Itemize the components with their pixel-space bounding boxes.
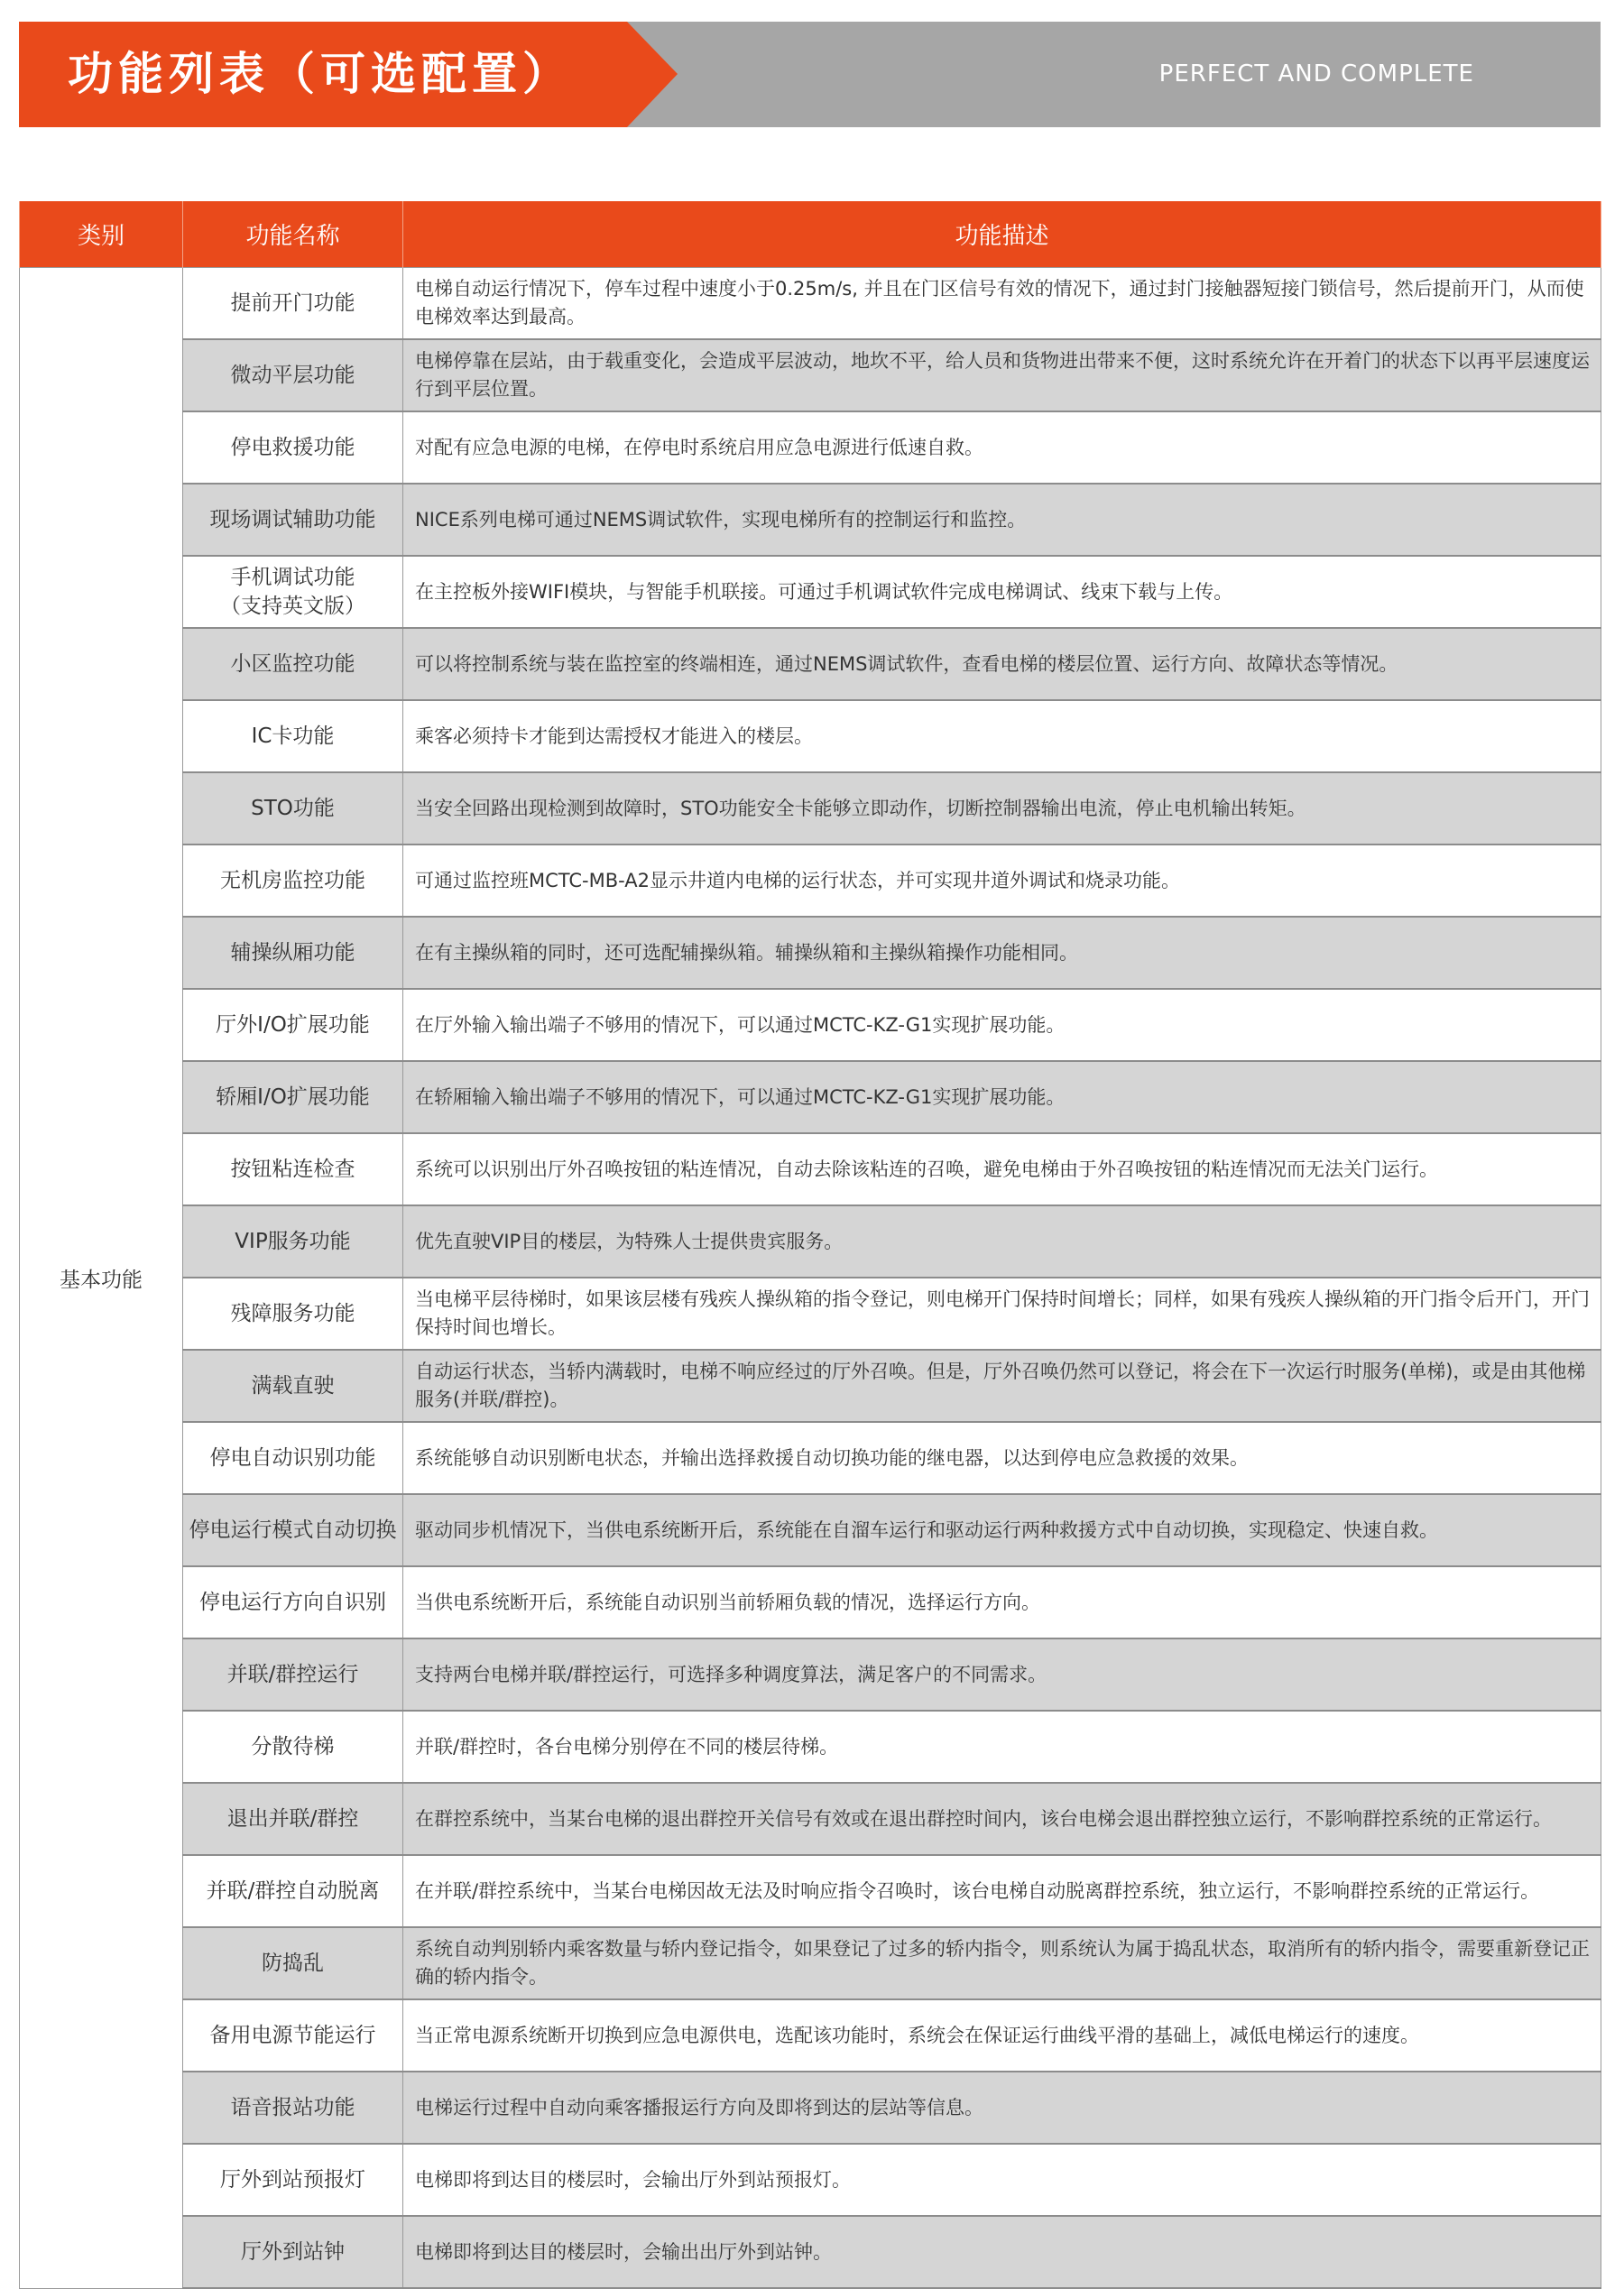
table-row — [20, 772, 1601, 845]
function-name-cell: 现场调试辅助功能 — [183, 484, 403, 556]
function-description-cell: 在有主操纵箱的同时，还可选配辅操纵箱。辅操纵箱和主操纵箱操作功能相同。 — [403, 917, 1601, 989]
function-description-cell: 当安全回路出现检测到故障时，STO功能安全卡能够立即动作，切断控制器输出电流，停止电机输出转矩。 — [403, 772, 1601, 845]
function-name-cell: 备用电源节能运行 — [183, 1999, 403, 2072]
column-header-category: 类别 — [20, 201, 183, 268]
table-row — [20, 700, 1601, 772]
function-name-cell: 厅外到站钟 — [183, 2216, 403, 2288]
function-name-cell: 满载直驶 — [183, 1350, 403, 1422]
function-name-cell: 分散待梯 — [183, 1711, 403, 1783]
function-name-cell: 残障服务功能 — [183, 1278, 403, 1350]
function-name-cell: 并联/群控运行 — [183, 1638, 403, 1711]
function-name-cell: 小区监控功能 — [183, 628, 403, 700]
column-header-description: 功能描述 — [403, 201, 1601, 268]
table-row — [20, 1566, 1601, 1638]
function-description-cell: 乘客必须持卡才能到达需授权才能进入的楼层。 — [403, 700, 1601, 772]
function-name-cell: VIP服务功能 — [183, 1205, 403, 1278]
function-description-cell: 在厅外输入输出端子不够用的情况下，可以通过MCTC-KZ-G1实现扩展功能。 — [403, 989, 1601, 1061]
table-row — [20, 1422, 1601, 1494]
function-description-cell: 电梯即将到达目的楼层时，会输出厅外到站预报灯。 — [403, 2144, 1601, 2216]
function-table — [19, 201, 1601, 2289]
table-row — [20, 1711, 1601, 1783]
table-row — [20, 2144, 1601, 2216]
function-name-cell: 停电自动识别功能 — [183, 1422, 403, 1494]
category-cell: 基本功能 — [20, 268, 183, 2289]
table-row — [20, 1494, 1601, 1566]
table-row — [20, 989, 1601, 1061]
function-description-cell: 系统自动判别轿内乘客数量与轿内登记指令，如果登记了过多的轿内指令，则系统认为属于捣乱状态，取消所有的轿内指令，需要重新登记正确的轿内指令。 — [403, 1927, 1601, 1999]
table-row — [20, 1133, 1601, 1205]
function-description-cell: 自动运行状态，当轿内满载时，电梯不响应经过的厅外召唤。但是，厅外召唤仍然可以登记，将会在下一次运行时服务(单梯)，或是由其他梯服务(并联/群控)。 — [403, 1350, 1601, 1422]
table-row — [20, 484, 1601, 556]
function-name-cell: 手机调试功能 （支持英文版） — [183, 556, 403, 628]
function-description-cell: NICE系列电梯可通过NEMS调试软件，实现电梯所有的控制运行和监控。 — [403, 484, 1601, 556]
function-name-cell: 厅外I/O扩展功能 — [183, 989, 403, 1061]
function-description-cell: 当电梯平层待梯时，如果该层楼有残疾人操纵箱的指令登记，则电梯开门保持时间增长；同样，如果有残疾人操纵箱的开门指令后开门，开门保持时间也增长。 — [403, 1278, 1601, 1350]
table-row — [20, 1350, 1601, 1422]
table-row — [20, 628, 1601, 700]
table-row — [20, 1783, 1601, 1855]
function-description-cell: 优先直驶VIP目的楼层，为特殊人士提供贵宾服务。 — [403, 1205, 1601, 1278]
function-description-cell: 系统能够自动识别断电状态，并输出选择救援自动切换功能的继电器，以达到停电应急救援的效果。 — [403, 1422, 1601, 1494]
function-description-cell: 电梯自动运行情况下，停车过程中速度小于0.25m/s, 并且在门区信号有效的情况下，通过封门接触器短接门锁信号，然后提前开门，从而使电梯效率达到最高。 — [403, 268, 1601, 340]
table-row — [20, 556, 1601, 628]
table-row — [20, 1927, 1601, 1999]
column-header-name: 功能名称 — [183, 201, 403, 268]
function-description-cell: 电梯运行过程中自动向乘客播报运行方向及即将到达的层站等信息。 — [403, 2072, 1601, 2144]
table-row — [20, 917, 1601, 989]
function-name-cell: STO功能 — [183, 772, 403, 845]
function-name-cell: 按钮粘连检查 — [183, 1133, 403, 1205]
table-row — [20, 1855, 1601, 1927]
function-description-cell: 在轿厢输入输出端子不够用的情况下，可以通过MCTC-KZ-G1实现扩展功能。 — [403, 1061, 1601, 1133]
function-name-cell: 厅外到站预报灯 — [183, 2144, 403, 2216]
function-description-cell: 支持两台电梯并联/群控运行，可选择多种调度算法，满足客户的不同需求。 — [403, 1638, 1601, 1711]
table-row — [20, 268, 1601, 340]
function-description-cell: 当供电系统断开后，系统能自动识别当前轿厢负载的情况，选择运行方向。 — [403, 1566, 1601, 1638]
function-name-cell: 停电救援功能 — [183, 411, 403, 484]
function-description-cell: 在并联/群控系统中，当某台电梯因故无法及时响应指令召唤时，该台电梯自动脱离群控系统，独立运行，不影响群控系统的正常运行。 — [403, 1855, 1601, 1927]
function-description-cell: 当正常电源系统断开切换到应急电源供电，选配该功能时，系统会在保证运行曲线平滑的基础上，减低电梯运行的速度。 — [403, 1999, 1601, 2072]
function-description-cell: 系统可以识别出厅外召唤按钮的粘连情况，自动去除该粘连的召唤，避免电梯由于外召唤按钮的粘连情况而无法关门运行。 — [403, 1133, 1601, 1205]
function-description-cell: 在主控板外接WIFI模块，与智能手机联接。可通过手机调试软件完成电梯调试、线束下载与上传。 — [403, 556, 1601, 628]
page-header — [19, 22, 1601, 127]
table-row — [20, 2072, 1601, 2144]
function-description-cell: 可通过监控班MCTC-MB-A2显示井道内电梯的运行状态，并可实现井道外调试和烧录功能。 — [403, 845, 1601, 917]
function-description-cell: 电梯停靠在层站，由于载重变化，会造成平层波动，地坎不平，给人员和货物进出带来不便，这时系统允许在开着门的状态下以再平层速度运行到平层位置。 — [403, 339, 1601, 411]
function-description-cell: 电梯即将到达目的楼层时，会输出出厅外到站钟。 — [403, 2216, 1601, 2288]
table-row — [20, 1638, 1601, 1711]
function-name-cell: 防捣乱 — [183, 1927, 403, 1999]
function-description-cell: 驱动同步机情况下，当供电系统断开后，系统能在自溜车运行和驱动运行两种救援方式中自动切换，实现稳定、快速自救。 — [403, 1494, 1601, 1566]
function-name-cell: 停电运行模式自动切换 — [183, 1494, 403, 1566]
table-row — [20, 1061, 1601, 1133]
function-name-cell: 微动平层功能 — [183, 339, 403, 411]
table-row — [20, 339, 1601, 411]
function-name-cell: 提前开门功能 — [183, 268, 403, 340]
page-title: 功能列表（可选配置） — [68, 48, 573, 100]
function-name-cell: 停电运行方向自识别 — [183, 1566, 403, 1638]
function-description-cell: 对配有应急电源的电梯，在停电时系统启用应急电源进行低速自救。 — [403, 411, 1601, 484]
function-name-cell: 轿厢I/O扩展功能 — [183, 1061, 403, 1133]
table-row — [20, 1278, 1601, 1350]
function-description-cell: 并联/群控时，各台电梯分别停在不同的楼层待梯。 — [403, 1711, 1601, 1783]
table-row — [20, 1999, 1601, 2072]
table-header-row — [20, 201, 1601, 268]
table-row — [20, 845, 1601, 917]
table-row — [20, 1205, 1601, 1278]
function-name-cell: IC卡功能 — [183, 700, 403, 772]
function-name-cell: 退出并联/群控 — [183, 1783, 403, 1855]
page-subtitle: PERFECT AND COMPLETE — [1158, 60, 1474, 88]
function-name-cell: 并联/群控自动脱离 — [183, 1855, 403, 1927]
table-row — [20, 411, 1601, 484]
function-description-cell: 在群控系统中，当某台电梯的退出群控开关信号有效或在退出群控时间内，该台电梯会退出群控独立运行，不影响群控系统的正常运行。 — [403, 1783, 1601, 1855]
function-name-cell: 语音报站功能 — [183, 2072, 403, 2144]
function-name-cell: 辅操纵厢功能 — [183, 917, 403, 989]
table-row — [20, 2216, 1601, 2288]
function-name-cell: 无机房监控功能 — [183, 845, 403, 917]
function-description-cell: 可以将控制系统与装在监控室的终端相连，通过NEMS调试软件，查看电梯的楼层位置、运行方向、故障状态等情况。 — [403, 628, 1601, 700]
